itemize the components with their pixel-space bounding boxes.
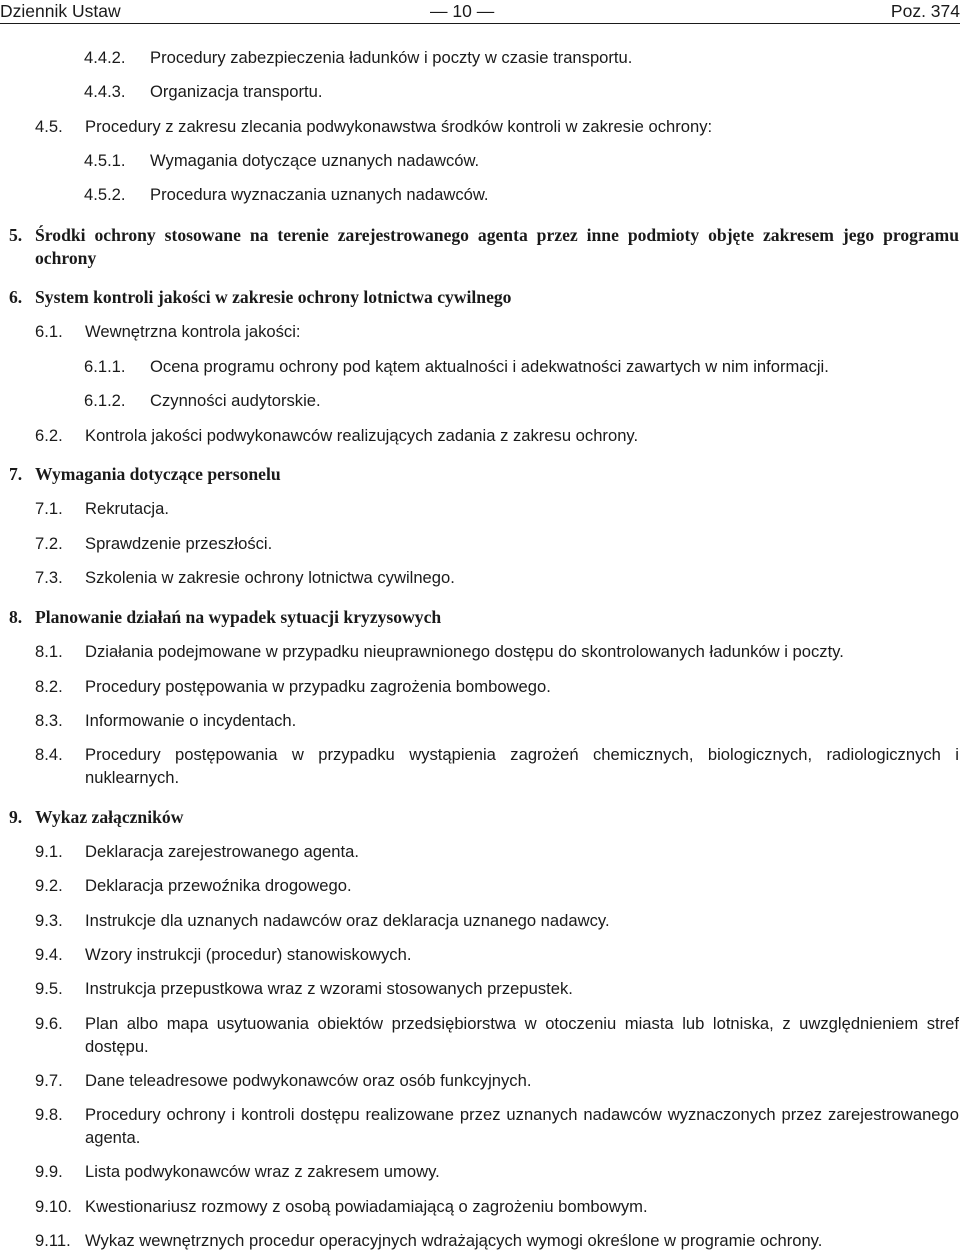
item-text: Organizacja transportu. — [150, 82, 323, 101]
item-number: 9.5. — [35, 979, 63, 998]
item-number: 7.1. — [35, 499, 63, 518]
item-text: Deklaracja zarejestrowanego agenta. — [85, 842, 359, 861]
section-title: Planowanie działań na wypadek sytuacji kryzysowych — [35, 607, 442, 627]
item-number: 8.1. — [35, 642, 63, 661]
item-text: Procedura wyznaczania uznanych nadawców. — [150, 185, 489, 204]
item-text: Czynności audytorskie. — [150, 391, 321, 410]
item-text: Procedury postępowania w przypadku wystąpienia zagrożeń chemicznych, biologicznych, radiologicznych i nuklearnych. — [85, 745, 959, 787]
item-number: 9.8. — [35, 1105, 63, 1124]
item-number: 4.4.2. — [84, 48, 126, 67]
item-number: 4.5. — [35, 117, 63, 136]
item-number: 8.4. — [35, 745, 63, 764]
item-number: 6.1. — [35, 322, 63, 341]
section-number: 5. — [9, 225, 23, 245]
section-number: 9. — [9, 807, 23, 827]
item-number: 9.11. — [35, 1231, 71, 1250]
item-text: Procedury z zakresu zlecania podwykonawstwa środków kontroli w zakresie ochrony: — [85, 117, 713, 136]
item-number: 8.3. — [35, 711, 63, 730]
item-number: 6.2. — [35, 426, 63, 445]
journal-title: Dziennik Ustaw — [0, 1, 121, 21]
section-title: Wymagania dotyczące personelu — [35, 464, 281, 484]
item-text: Deklaracja przewoźnika drogowego. — [85, 876, 352, 895]
section-number: 6. — [9, 287, 23, 307]
item-number: 9.4. — [35, 945, 63, 964]
section-title: Wykaz załączników — [35, 807, 184, 827]
item-text: Dane teleadresowe podwykonawców oraz osób funkcyjnych. — [85, 1071, 532, 1090]
item-text: Sprawdzenie przeszłości. — [85, 534, 273, 553]
item-text: Rekrutacja. — [85, 499, 169, 518]
item-number: 8.2. — [35, 677, 63, 696]
item-text: Lista podwykonawców wraz z zakresem umowy. — [85, 1162, 440, 1181]
item-text: Procedury zabezpieczenia ładunków i poczty w czasie transportu. — [150, 48, 633, 67]
item-text: Wzory instrukcji (procedur) stanowiskowych. — [85, 945, 412, 964]
item-number: 6.1.1. — [84, 357, 126, 376]
item-number: 4.5.2. — [84, 185, 126, 204]
page-number: — 10 — — [430, 1, 495, 21]
item-number: 6.1.2. — [84, 391, 126, 410]
item-number: 7.3. — [35, 568, 63, 587]
item-text: Instrukcje dla uznanych nadawców oraz deklaracja uznanego nadawcy. — [85, 911, 610, 930]
item-number: 9.9. — [35, 1162, 63, 1181]
item-text: Wymagania dotyczące uznanych nadawców. — [150, 151, 480, 170]
item-number: 7.2. — [35, 534, 63, 553]
item-number: 4.5.1. — [84, 151, 126, 170]
item-text: Procedury ochrony i kontroli dostępu realizowane przez uznanych nadawców wyznaczonych przez zarejestrowanego agenta. — [85, 1105, 959, 1147]
item-text: Plan albo mapa usytuowania obiektów przedsiębiorstwa w otoczeniu miasta lub lotniska, z uwzględnieniem stref dostępu. — [85, 1014, 959, 1056]
item-text: Kontrola jakości podwykonawców realizujących zadania z zakresu ochrony. — [85, 426, 639, 445]
item-number: 9.6. — [35, 1014, 63, 1033]
item-number: 9.1. — [35, 842, 63, 861]
item-text: Szkolenia w zakresie ochrony lotnictwa cywilnego. — [85, 568, 455, 587]
item-number: 9.10. — [35, 1197, 72, 1216]
section-title: Środki ochrony stosowane na terenie zarejestrowanego agenta przez inne podmioty objęte zakresem jego programu ochrony — [35, 225, 959, 268]
item-text: Działania podejmowane w przypadku nieuprawnionego dostępu do skontrolowanych ładunków i poczty. — [85, 642, 844, 661]
item-number: 9.3. — [35, 911, 63, 930]
section-number: 8. — [9, 607, 23, 627]
item-number: 9.2. — [35, 876, 63, 895]
item-text: Instrukcja przepustkowa wraz z wzorami stosowanych przepustek. — [85, 979, 573, 998]
item-text: Wykaz wewnętrznych procedur operacyjnych wdrażających wymogi określone w programie ochrony. — [85, 1231, 823, 1250]
item-text: Procedury postępowania w przypadku zagrożenia bombowego. — [85, 677, 551, 696]
item-number: 4.4.3. — [84, 82, 126, 101]
page-header — [0, 0, 960, 24]
section-number: 7. — [9, 464, 23, 484]
item-text: Ocena programu ochrony pod kątem aktualności i adekwatności zawartych w nim informacji. — [150, 357, 829, 376]
position-number: Poz. 374 — [890, 1, 960, 21]
item-number: 9.7. — [35, 1071, 63, 1090]
section-title: System kontroli jakości w zakresie ochrony lotnictwa cywilnego — [35, 287, 512, 307]
item-text: Kwestionariusz rozmowy z osobą powiadamiającą o zagrożeniu bombowym. — [85, 1197, 648, 1216]
item-text: Informowanie o incydentach. — [85, 711, 297, 730]
item-text: Wewnętrzna kontrola jakości: — [85, 322, 301, 341]
